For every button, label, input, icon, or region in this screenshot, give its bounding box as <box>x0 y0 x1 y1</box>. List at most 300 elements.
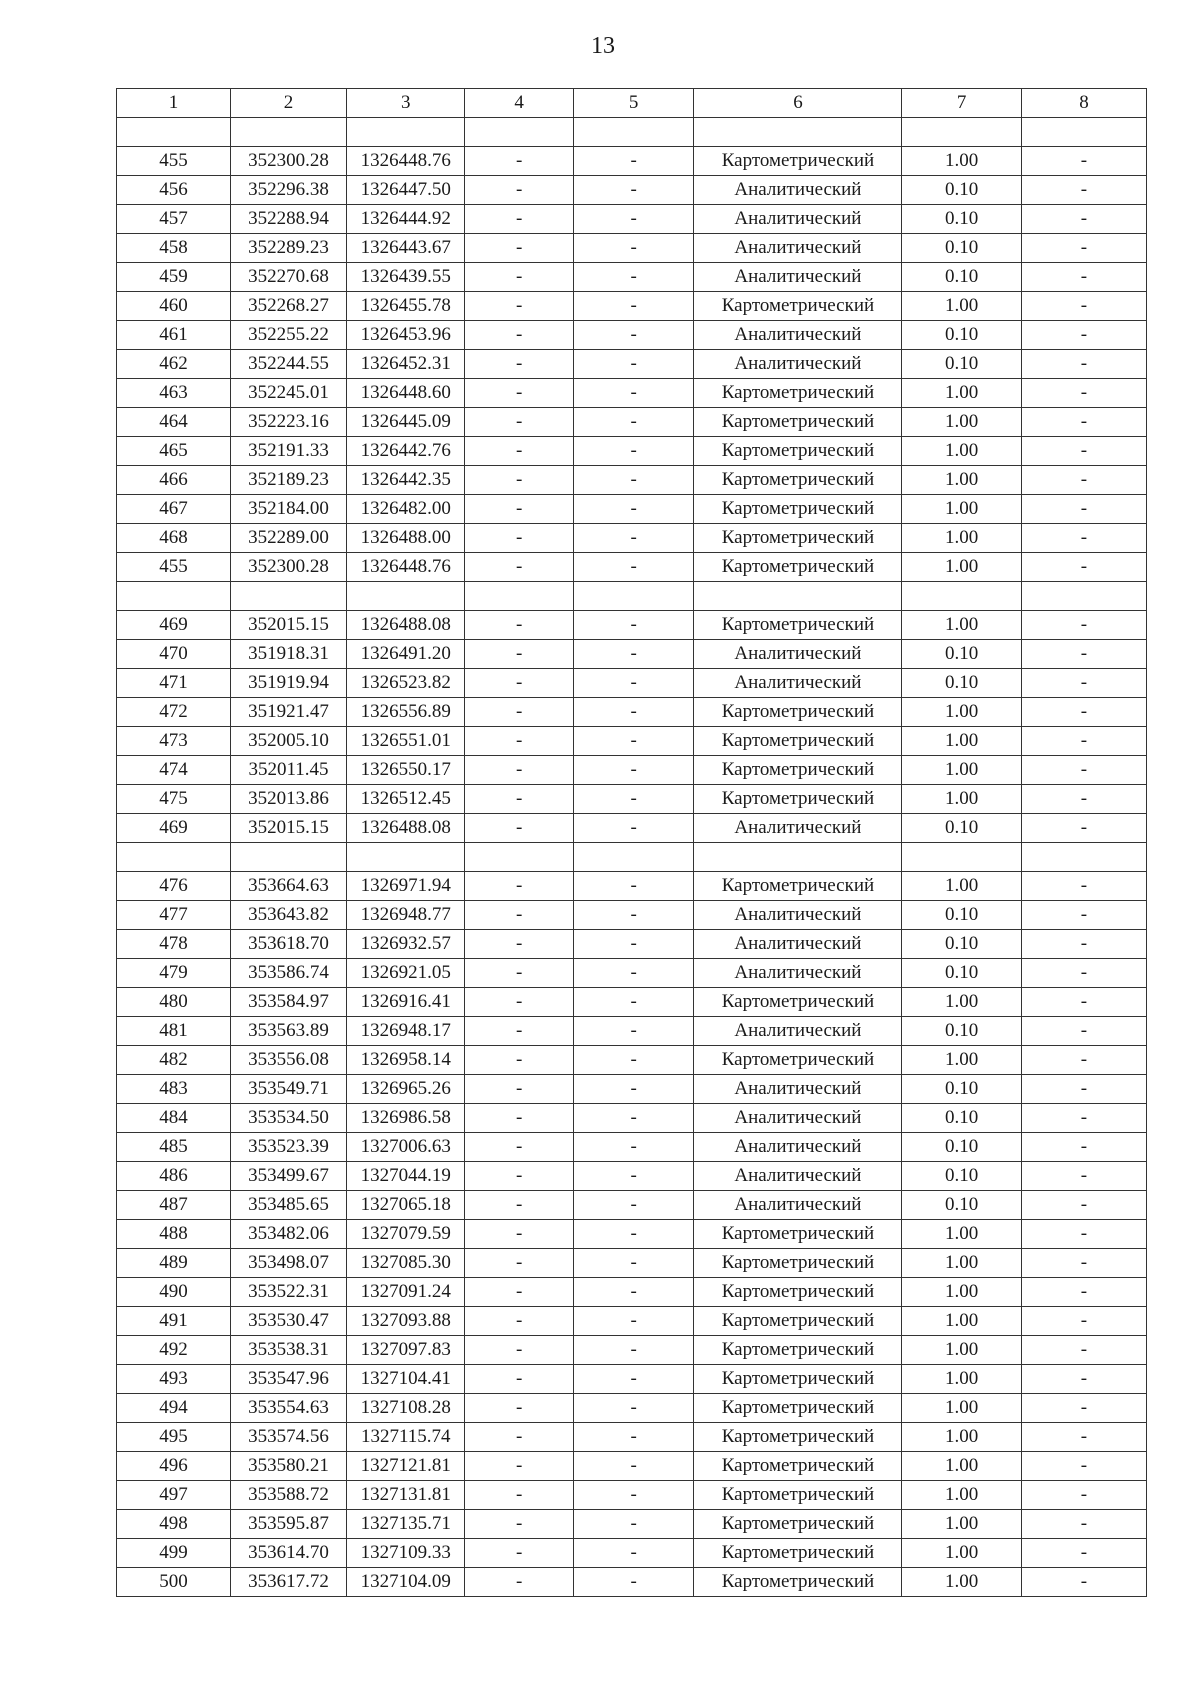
table-row <box>117 814 1147 843</box>
table-cell-col-7: 0.10 <box>902 901 1021 930</box>
empty-cell <box>465 843 573 872</box>
table-cell-col-8: - <box>1021 669 1146 698</box>
table-cell-col-4: - <box>465 1568 573 1597</box>
separator-row <box>117 582 1147 611</box>
table-cell-col-5: - <box>573 901 694 930</box>
table-cell-col-2: 352255.22 <box>230 321 346 350</box>
table-cell-col-8: - <box>1021 234 1146 263</box>
table-row <box>117 611 1147 640</box>
table-cell-col-7: 0.10 <box>902 321 1021 350</box>
table-cell-col-8: - <box>1021 205 1146 234</box>
table-cell-col-6: Картометрический <box>694 1452 902 1481</box>
table-cell-col-2: 352189.23 <box>230 466 346 495</box>
table-cell-col-8: - <box>1021 1452 1146 1481</box>
empty-cell <box>573 118 694 147</box>
table-cell-col-2: 353563.89 <box>230 1017 346 1046</box>
table-cell-col-3: 1326488.08 <box>347 611 465 640</box>
table-cell-col-6: Аналитический <box>694 1017 902 1046</box>
table-cell-col-2: 352300.28 <box>230 553 346 582</box>
table-cell-col-4: - <box>465 379 573 408</box>
table-cell-col-1: 484 <box>117 1104 231 1133</box>
empty-cell <box>1021 118 1146 147</box>
table-cell-col-7: 1.00 <box>902 698 1021 727</box>
table-cell-col-5: - <box>573 959 694 988</box>
table-cell-col-8: - <box>1021 930 1146 959</box>
table-row <box>117 1365 1147 1394</box>
table-cell-col-2: 353522.31 <box>230 1278 346 1307</box>
table-cell-col-3: 1326932.57 <box>347 930 465 959</box>
table-cell-col-6: Аналитический <box>694 1133 902 1162</box>
table-cell-col-5: - <box>573 1452 694 1481</box>
column-header-2: 2 <box>230 89 346 118</box>
table-cell-col-8: - <box>1021 727 1146 756</box>
table-cell-col-4: - <box>465 437 573 466</box>
table-cell-col-3: 1326948.17 <box>347 1017 465 1046</box>
table-cell-col-2: 353580.21 <box>230 1452 346 1481</box>
table-row <box>117 1336 1147 1365</box>
table-cell-col-3: 1327044.19 <box>347 1162 465 1191</box>
empty-cell <box>694 843 902 872</box>
table-cell-col-6: Картометрический <box>694 988 902 1017</box>
table-cell-col-1: 470 <box>117 640 231 669</box>
table-cell-col-5: - <box>573 1365 694 1394</box>
table-cell-col-7: 0.10 <box>902 205 1021 234</box>
page-number: 13 <box>591 33 615 59</box>
table-cell-col-2: 353482.06 <box>230 1220 346 1249</box>
table-cell-col-7: 0.10 <box>902 1133 1021 1162</box>
table-cell-col-6: Картометрический <box>694 872 902 901</box>
table-row <box>117 1017 1147 1046</box>
table-cell-col-4: - <box>465 147 573 176</box>
table-cell-col-2: 353614.70 <box>230 1539 346 1568</box>
table-cell-col-1: 474 <box>117 756 231 785</box>
table-cell-col-4: - <box>465 698 573 727</box>
table-cell-col-2: 351921.47 <box>230 698 346 727</box>
table-cell-col-1: 471 <box>117 669 231 698</box>
table-cell-col-8: - <box>1021 292 1146 321</box>
table-cell-col-4: - <box>465 814 573 843</box>
table-cell-col-6: Картометрический <box>694 1220 902 1249</box>
table-cell-col-7: 1.00 <box>902 1423 1021 1452</box>
table-cell-col-8: - <box>1021 1423 1146 1452</box>
table-cell-col-1: 481 <box>117 1017 231 1046</box>
table-cell-col-6: Аналитический <box>694 176 902 205</box>
table-row <box>117 466 1147 495</box>
table-cell-col-7: 0.10 <box>902 1162 1021 1191</box>
table-cell-col-7: 0.10 <box>902 350 1021 379</box>
table-cell-col-6: Картометрический <box>694 379 902 408</box>
table-cell-col-5: - <box>573 1307 694 1336</box>
table-cell-col-8: - <box>1021 1104 1146 1133</box>
table-row <box>117 437 1147 466</box>
table-cell-col-4: - <box>465 1162 573 1191</box>
table-cell-col-1: 479 <box>117 959 231 988</box>
table-cell-col-3: 1327006.63 <box>347 1133 465 1162</box>
table-cell-col-2: 353530.47 <box>230 1307 346 1336</box>
table-cell-col-4: - <box>465 756 573 785</box>
table-cell-col-6: Картометрический <box>694 611 902 640</box>
table-cell-col-4: - <box>465 350 573 379</box>
table-cell-col-6: Картометрический <box>694 1481 902 1510</box>
table-cell-col-3: 1326444.92 <box>347 205 465 234</box>
table-cell-col-2: 353499.67 <box>230 1162 346 1191</box>
table-cell-col-6: Картометрический <box>694 553 902 582</box>
table-cell-col-4: - <box>465 1336 573 1365</box>
table-row <box>117 350 1147 379</box>
table-cell-col-4: - <box>465 611 573 640</box>
table-row <box>117 756 1147 785</box>
table-cell-col-8: - <box>1021 408 1146 437</box>
table-cell-col-1: 498 <box>117 1510 231 1539</box>
table-cell-col-3: 1327115.74 <box>347 1423 465 1452</box>
table-cell-col-3: 1326488.08 <box>347 814 465 843</box>
table-cell-col-7: 0.10 <box>902 1017 1021 1046</box>
table-cell-col-3: 1326448.76 <box>347 147 465 176</box>
table-cell-col-3: 1327093.88 <box>347 1307 465 1336</box>
table-row <box>117 640 1147 669</box>
table-cell-col-6: Аналитический <box>694 234 902 263</box>
table-cell-col-8: - <box>1021 1539 1146 1568</box>
table-cell-col-1: 493 <box>117 1365 231 1394</box>
table-cell-col-8: - <box>1021 495 1146 524</box>
table-cell-col-1: 459 <box>117 263 231 292</box>
table-cell-col-1: 473 <box>117 727 231 756</box>
table-cell-col-2: 353586.74 <box>230 959 346 988</box>
table-cell-col-6: Картометрический <box>694 1307 902 1336</box>
table-row <box>117 321 1147 350</box>
table-cell-col-6: Картометрический <box>694 756 902 785</box>
table-cell-col-7: 0.10 <box>902 263 1021 292</box>
table-cell-col-3: 1326445.09 <box>347 408 465 437</box>
table-cell-col-2: 353498.07 <box>230 1249 346 1278</box>
table-cell-col-5: - <box>573 205 694 234</box>
table-cell-col-2: 352288.94 <box>230 205 346 234</box>
table-cell-col-3: 1326443.67 <box>347 234 465 263</box>
table-cell-col-7: 1.00 <box>902 1278 1021 1307</box>
table-cell-col-6: Картометрический <box>694 1278 902 1307</box>
separator-row <box>117 118 1147 147</box>
table-cell-col-4: - <box>465 553 573 582</box>
table-cell-col-4: - <box>465 988 573 1017</box>
table-cell-col-2: 351919.94 <box>230 669 346 698</box>
table-cell-col-7: 0.10 <box>902 1104 1021 1133</box>
table-cell-col-4: - <box>465 1452 573 1481</box>
table-cell-col-1: 494 <box>117 1394 231 1423</box>
table-cell-col-3: 1327097.83 <box>347 1336 465 1365</box>
table-cell-col-1: 469 <box>117 814 231 843</box>
table-cell-col-7: 0.10 <box>902 234 1021 263</box>
table-cell-col-2: 353538.31 <box>230 1336 346 1365</box>
table-cell-col-8: - <box>1021 466 1146 495</box>
table-cell-col-5: - <box>573 1510 694 1539</box>
table-cell-col-8: - <box>1021 611 1146 640</box>
table-cell-col-5: - <box>573 466 694 495</box>
table-cell-col-2: 353574.56 <box>230 1423 346 1452</box>
table-cell-col-5: - <box>573 350 694 379</box>
table-cell-col-3: 1326453.96 <box>347 321 465 350</box>
table-row <box>117 234 1147 263</box>
table-cell-col-5: - <box>573 292 694 321</box>
table-cell-col-5: - <box>573 321 694 350</box>
column-header-3: 3 <box>347 89 465 118</box>
column-header-4: 4 <box>465 89 573 118</box>
table-cell-col-4: - <box>465 1365 573 1394</box>
table-cell-col-7: 0.10 <box>902 1191 1021 1220</box>
table-cell-col-6: Аналитический <box>694 205 902 234</box>
table-cell-col-1: 467 <box>117 495 231 524</box>
table-cell-col-8: - <box>1021 1075 1146 1104</box>
table-cell-col-4: - <box>465 640 573 669</box>
table-cell-col-5: - <box>573 1539 694 1568</box>
table-cell-col-8: - <box>1021 1568 1146 1597</box>
table-row <box>117 669 1147 698</box>
table-cell-col-8: - <box>1021 379 1146 408</box>
table-cell-col-7: 1.00 <box>902 1481 1021 1510</box>
empty-cell <box>230 118 346 147</box>
table-cell-col-7: 1.00 <box>902 1220 1021 1249</box>
coordinates-table <box>116 88 1147 1597</box>
table-row <box>117 901 1147 930</box>
table-cell-col-3: 1326488.00 <box>347 524 465 553</box>
table-cell-col-1: 491 <box>117 1307 231 1336</box>
table-cell-col-6: Картометрический <box>694 524 902 553</box>
table-cell-col-6: Картометрический <box>694 1046 902 1075</box>
table-cell-col-6: Картометрический <box>694 785 902 814</box>
table-cell-col-3: 1326512.45 <box>347 785 465 814</box>
table-cell-col-6: Аналитический <box>694 901 902 930</box>
table-cell-col-7: 1.00 <box>902 553 1021 582</box>
table-cell-col-3: 1326523.82 <box>347 669 465 698</box>
table-row <box>117 1510 1147 1539</box>
table-cell-col-2: 352270.68 <box>230 263 346 292</box>
table-row <box>117 1046 1147 1075</box>
table-cell-col-3: 1326965.26 <box>347 1075 465 1104</box>
table-cell-col-6: Аналитический <box>694 321 902 350</box>
table-row <box>117 1423 1147 1452</box>
table-cell-col-8: - <box>1021 872 1146 901</box>
table-cell-col-6: Картометрический <box>694 466 902 495</box>
table-row <box>117 698 1147 727</box>
column-header-5: 5 <box>573 89 694 118</box>
table-cell-col-8: - <box>1021 959 1146 988</box>
table-cell-col-8: - <box>1021 437 1146 466</box>
table-row <box>117 1307 1147 1336</box>
table-cell-col-4: - <box>465 930 573 959</box>
table-cell-col-4: - <box>465 785 573 814</box>
table-cell-col-4: - <box>465 234 573 263</box>
separator-row <box>117 843 1147 872</box>
table-cell-col-4: - <box>465 1307 573 1336</box>
table-cell-col-5: - <box>573 1104 694 1133</box>
table-cell-col-7: 0.10 <box>902 176 1021 205</box>
table-cell-col-4: - <box>465 176 573 205</box>
table-cell-col-5: - <box>573 408 694 437</box>
table-cell-col-3: 1327065.18 <box>347 1191 465 1220</box>
table-cell-col-7: 1.00 <box>902 1365 1021 1394</box>
table-cell-col-7: 1.00 <box>902 1568 1021 1597</box>
table-row <box>117 205 1147 234</box>
table-cell-col-1: 462 <box>117 350 231 379</box>
table-cell-col-4: - <box>465 1394 573 1423</box>
table-cell-col-3: 1326958.14 <box>347 1046 465 1075</box>
table-cell-col-7: 1.00 <box>902 1452 1021 1481</box>
table-cell-col-1: 476 <box>117 872 231 901</box>
table-cell-col-5: - <box>573 1133 694 1162</box>
table-row <box>117 1220 1147 1249</box>
table-cell-col-1: 457 <box>117 205 231 234</box>
table-cell-col-6: Аналитический <box>694 1191 902 1220</box>
table-cell-col-2: 352289.00 <box>230 524 346 553</box>
table-cell-col-3: 1326452.31 <box>347 350 465 379</box>
table-cell-col-6: Картометрический <box>694 1249 902 1278</box>
table-cell-col-6: Аналитический <box>694 1075 902 1104</box>
table-cell-col-5: - <box>573 1423 694 1452</box>
table-row <box>117 292 1147 321</box>
table-cell-col-2: 352191.33 <box>230 437 346 466</box>
table-cell-col-6: Аналитический <box>694 1104 902 1133</box>
table-cell-col-6: Картометрический <box>694 1510 902 1539</box>
table-cell-col-8: - <box>1021 901 1146 930</box>
table-cell-col-5: - <box>573 1017 694 1046</box>
table-cell-col-5: - <box>573 930 694 959</box>
table-cell-col-7: 1.00 <box>902 147 1021 176</box>
table-cell-col-8: - <box>1021 1481 1146 1510</box>
table-cell-col-1: 480 <box>117 988 231 1017</box>
table-cell-col-2: 352005.10 <box>230 727 346 756</box>
table-cell-col-5: - <box>573 1394 694 1423</box>
table-cell-col-1: 497 <box>117 1481 231 1510</box>
table-row <box>117 379 1147 408</box>
table-cell-col-8: - <box>1021 1510 1146 1539</box>
table-cell-col-4: - <box>465 524 573 553</box>
table-cell-col-7: 0.10 <box>902 959 1021 988</box>
table-row <box>117 1191 1147 1220</box>
table-cell-col-1: 489 <box>117 1249 231 1278</box>
table-cell-col-2: 351918.31 <box>230 640 346 669</box>
table-cell-col-5: - <box>573 1191 694 1220</box>
table-row <box>117 1104 1147 1133</box>
table-cell-col-8: - <box>1021 1307 1146 1336</box>
table-cell-col-1: 483 <box>117 1075 231 1104</box>
table-cell-col-1: 465 <box>117 437 231 466</box>
column-header-7: 7 <box>902 89 1021 118</box>
table-cell-col-4: - <box>465 727 573 756</box>
table-cell-col-1: 458 <box>117 234 231 263</box>
table-cell-col-1: 477 <box>117 901 231 930</box>
table-cell-col-4: - <box>465 959 573 988</box>
table-cell-col-5: - <box>573 1220 694 1249</box>
empty-cell <box>1021 843 1146 872</box>
table-cell-col-4: - <box>465 263 573 292</box>
table-cell-col-1: 475 <box>117 785 231 814</box>
table-cell-col-5: - <box>573 640 694 669</box>
table-cell-col-3: 1326948.77 <box>347 901 465 930</box>
table-cell-col-1: 455 <box>117 553 231 582</box>
table-cell-col-7: 1.00 <box>902 408 1021 437</box>
table-cell-col-6: Аналитический <box>694 1162 902 1191</box>
table-cell-col-6: Аналитический <box>694 640 902 669</box>
table-cell-col-6: Аналитический <box>694 263 902 292</box>
table-cell-col-1: 461 <box>117 321 231 350</box>
table-cell-col-8: - <box>1021 988 1146 1017</box>
table-cell-col-5: - <box>573 1075 694 1104</box>
table-cell-col-2: 353588.72 <box>230 1481 346 1510</box>
empty-cell <box>230 582 346 611</box>
empty-cell <box>902 582 1021 611</box>
table-row <box>117 1452 1147 1481</box>
table-cell-col-6: Аналитический <box>694 814 902 843</box>
table-cell-col-8: - <box>1021 814 1146 843</box>
table-cell-col-4: - <box>465 872 573 901</box>
table-cell-col-6: Аналитический <box>694 930 902 959</box>
table-cell-col-6: Аналитический <box>694 669 902 698</box>
table-cell-col-7: 1.00 <box>902 1307 1021 1336</box>
table-cell-col-1: 485 <box>117 1133 231 1162</box>
table-cell-col-8: - <box>1021 698 1146 727</box>
table-row <box>117 959 1147 988</box>
table-cell-col-6: Аналитический <box>694 350 902 379</box>
table-cell-col-4: - <box>465 408 573 437</box>
table-row <box>117 1539 1147 1568</box>
table-cell-col-5: - <box>573 1278 694 1307</box>
table-cell-col-1: 495 <box>117 1423 231 1452</box>
table-row <box>117 785 1147 814</box>
table-cell-col-6: Аналитический <box>694 959 902 988</box>
table-cell-col-2: 353664.63 <box>230 872 346 901</box>
empty-cell <box>347 582 465 611</box>
table-cell-col-8: - <box>1021 756 1146 785</box>
empty-cell <box>465 582 573 611</box>
table-cell-col-3: 1326491.20 <box>347 640 465 669</box>
table-cell-col-6: Картометрический <box>694 292 902 321</box>
table-cell-col-6: Картометрический <box>694 698 902 727</box>
table-cell-col-5: - <box>573 1481 694 1510</box>
table-cell-col-5: - <box>573 437 694 466</box>
table-cell-col-8: - <box>1021 785 1146 814</box>
table-cell-col-1: 478 <box>117 930 231 959</box>
table-cell-col-1: 455 <box>117 147 231 176</box>
table-cell-col-5: - <box>573 379 694 408</box>
table-cell-col-2: 352296.38 <box>230 176 346 205</box>
table-cell-col-3: 1327104.41 <box>347 1365 465 1394</box>
table-cell-col-1: 463 <box>117 379 231 408</box>
empty-cell <box>465 118 573 147</box>
table-row <box>117 147 1147 176</box>
table-cell-col-4: - <box>465 1423 573 1452</box>
table-cell-col-7: 1.00 <box>902 756 1021 785</box>
table-row <box>117 553 1147 582</box>
table-cell-col-2: 352244.55 <box>230 350 346 379</box>
table-cell-col-1: 460 <box>117 292 231 321</box>
table-row <box>117 263 1147 292</box>
table-cell-col-3: 1326556.89 <box>347 698 465 727</box>
table-cell-col-2: 353617.72 <box>230 1568 346 1597</box>
table-cell-col-8: - <box>1021 1249 1146 1278</box>
table-cell-col-3: 1326447.50 <box>347 176 465 205</box>
table-cell-col-7: 1.00 <box>902 466 1021 495</box>
table-cell-col-5: - <box>573 727 694 756</box>
table-cell-col-7: 1.00 <box>902 872 1021 901</box>
table-cell-col-4: - <box>465 1017 573 1046</box>
table-cell-col-2: 352013.86 <box>230 785 346 814</box>
table-cell-col-7: 1.00 <box>902 524 1021 553</box>
table-cell-col-3: 1326916.41 <box>347 988 465 1017</box>
table-cell-col-4: - <box>465 1510 573 1539</box>
table-cell-col-8: - <box>1021 640 1146 669</box>
table-cell-col-7: 0.10 <box>902 814 1021 843</box>
table-cell-col-8: - <box>1021 524 1146 553</box>
table-cell-col-8: - <box>1021 1278 1146 1307</box>
